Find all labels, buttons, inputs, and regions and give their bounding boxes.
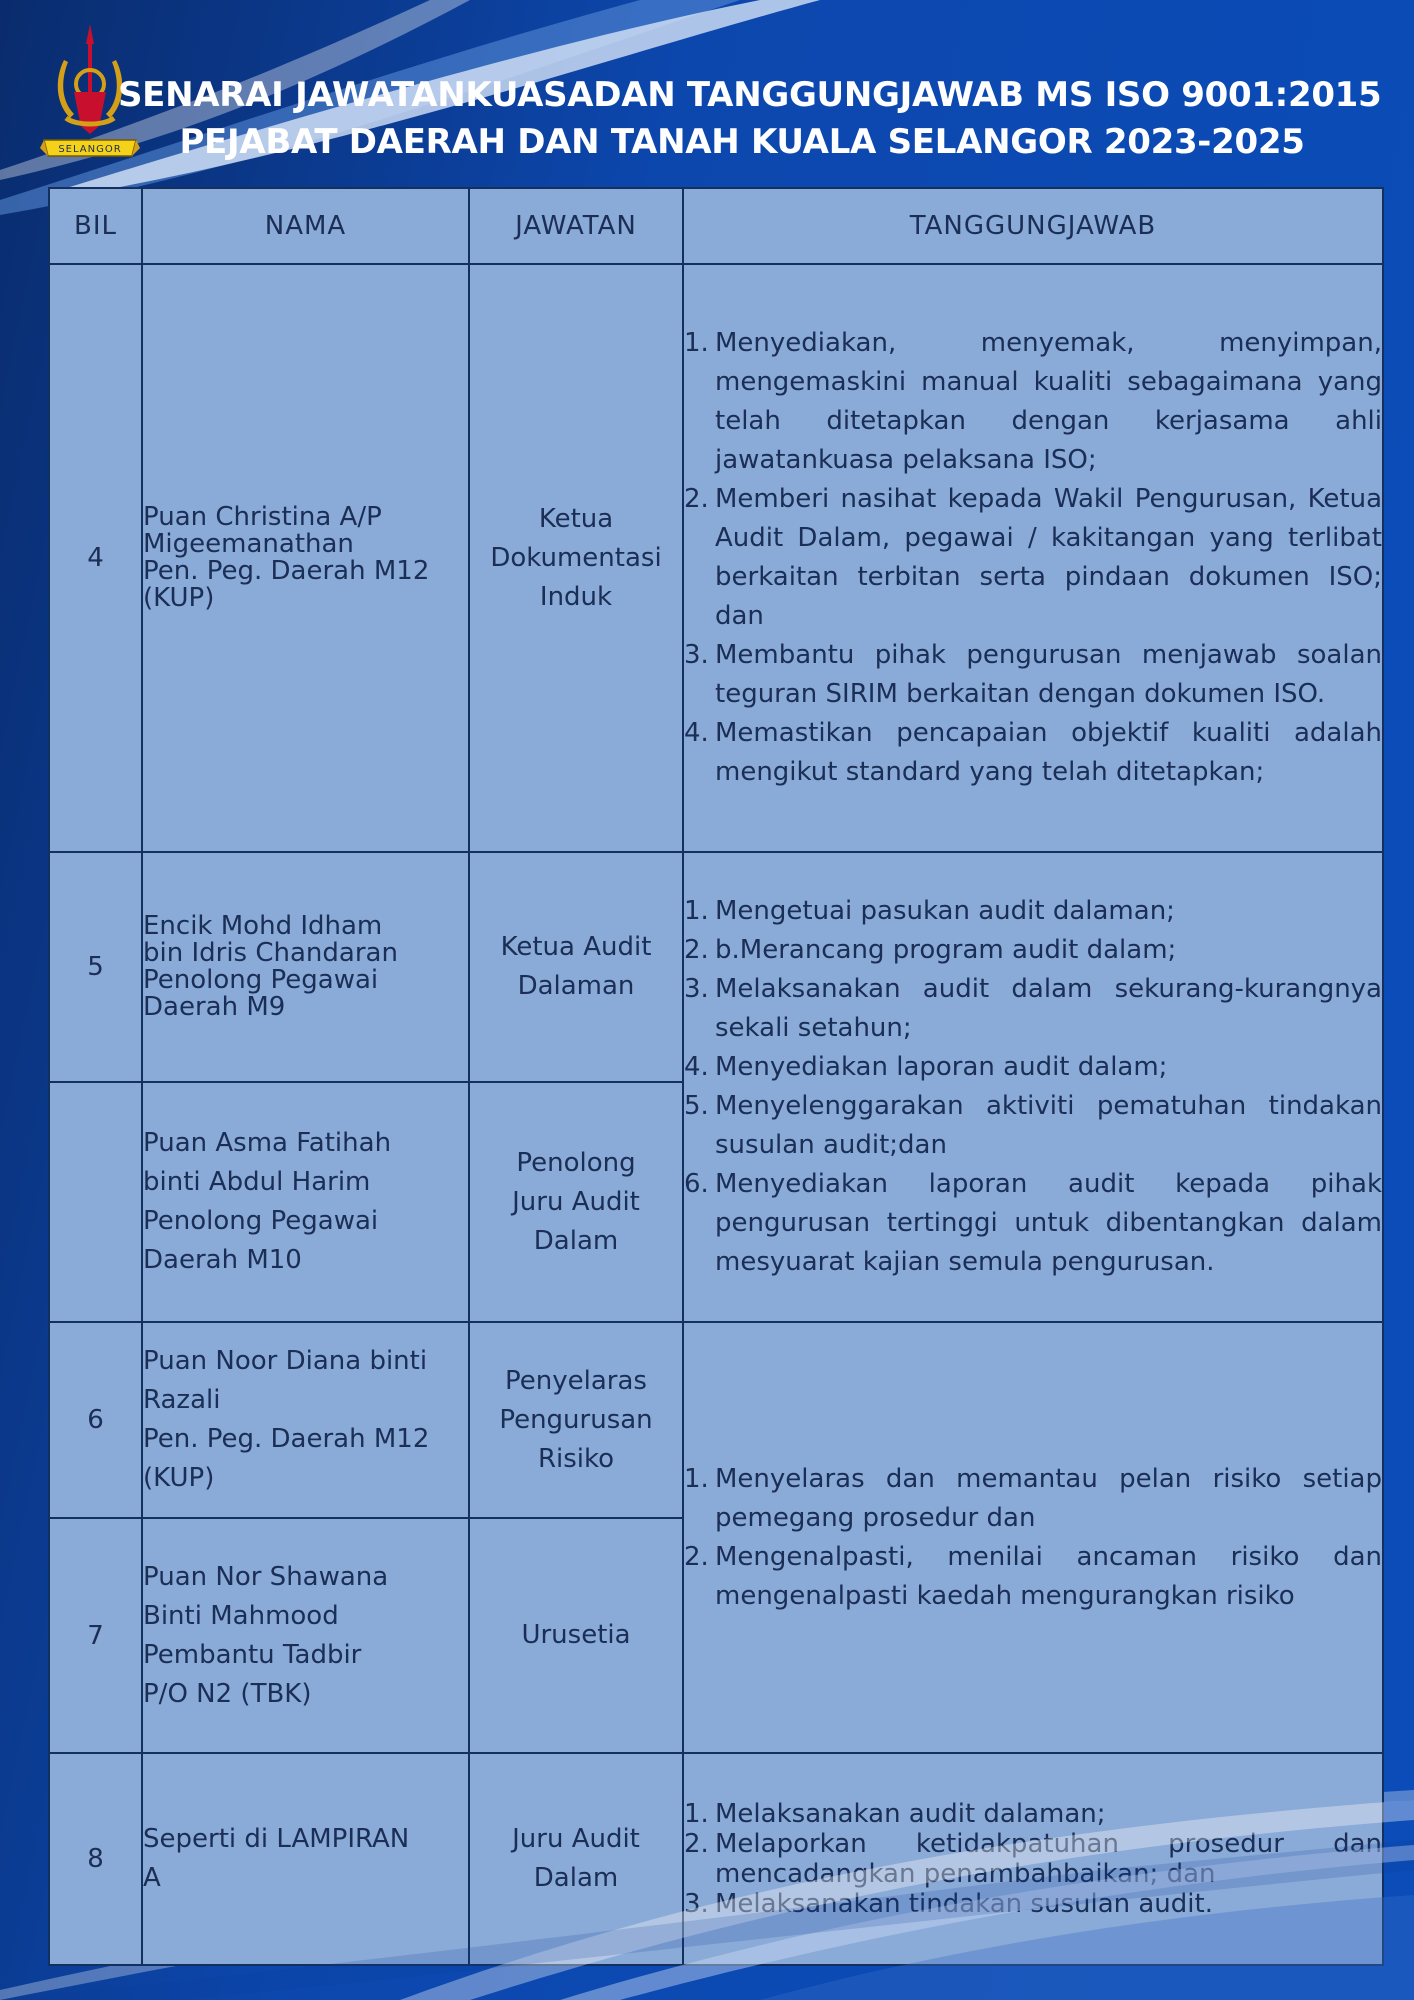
header-nama: NAMA	[142, 188, 469, 264]
jawatan-line: Pengurusan	[499, 1404, 653, 1435]
jawatan-line: Dalam	[533, 1863, 619, 1893]
nama-line: Penolong Pegawai	[143, 965, 379, 995]
responsibility-list	[684, 892, 1382, 1282]
list-item-text: Melaporkan ketidakpatuhan prosedur dan mencadangkan penambahbaikan; dan	[715, 1829, 1382, 1889]
list-item	[684, 714, 1382, 792]
jawatan-line: Risiko	[537, 1443, 615, 1474]
list-item	[684, 636, 1382, 714]
list-item	[684, 892, 1382, 931]
list-item	[684, 1799, 1382, 1829]
list-item	[684, 970, 1382, 1048]
list-item-text: Membantu pihak pengurusan menjawab soalan teguran SIRIM berkaitan dengan dokumen ISO.	[715, 640, 1382, 709]
committee-table	[48, 187, 1384, 1966]
cell-bil	[49, 1082, 142, 1322]
cell-nama	[142, 852, 469, 1082]
jawatan-line: Penyelaras	[505, 1365, 647, 1396]
list-item	[684, 931, 1382, 970]
nama-line: bin Idris Chandaran	[143, 938, 398, 968]
svg-text:SELANGOR: SELANGOR	[58, 144, 122, 155]
list-item-text: Memberi nasihat kepada Wakil Pengurusan, Ketua Audit Dalam, pegawai / kakitangan yang terlibat berkaitan terbitan serta pindaan dokumen ISO; dan	[715, 484, 1382, 631]
list-item-text: Menyediakan laporan audit dalam;	[715, 1052, 1168, 1082]
list-item	[684, 1538, 1382, 1616]
table-header-row	[49, 188, 1383, 264]
cell-bil: 5	[49, 852, 142, 1082]
list-item	[684, 480, 1382, 636]
table-row	[49, 1753, 1383, 1965]
list-item	[684, 1460, 1382, 1538]
list-number: 2.	[684, 484, 709, 514]
cell-jawatan	[469, 1518, 683, 1753]
nama-line: Pen. Peg. Daerah M12	[143, 1424, 430, 1454]
cell-tanggungjawab	[683, 1753, 1383, 1965]
list-number: 1.	[684, 1799, 709, 1829]
jawatan-line: Urusetia	[521, 1620, 631, 1650]
nama-line: Migeemanathan	[143, 529, 354, 559]
cell-nama	[142, 1753, 469, 1965]
list-item	[684, 324, 1382, 480]
table-row	[49, 264, 1383, 852]
list-number: 6.	[684, 1169, 709, 1199]
list-item-text: Memastikan pencapaian objektif kualiti adalah mengikut standard yang telah ditetapkan;	[715, 718, 1382, 787]
nama-line: Puan Nor Shawana	[143, 1561, 389, 1592]
list-item-text: Melaksanakan audit dalam sekurang-kurangnya sekali setahun;	[715, 974, 1382, 1043]
jawatan-line: Ketua Audit	[500, 932, 652, 962]
cell-tanggungjawab	[683, 264, 1383, 852]
jawatan-line: Induk	[539, 581, 613, 612]
list-item	[684, 1048, 1382, 1087]
list-number: 4.	[684, 718, 709, 748]
list-item-text: Menyediakan, menyemak, menyimpan, mengemaskini manual kualiti sebagaimana yang telah ditetapkan dengan kerjasama ahli jawatankuasa pelaksana ISO;	[715, 328, 1382, 475]
list-item-text: Menyediakan laporan audit kepada pihak pengurusan tertinggi untuk dibentangkan dalam mesyuarat kajian semula pengurusan.	[715, 1169, 1382, 1277]
cell-nama	[142, 1322, 469, 1518]
cell-nama	[142, 1082, 469, 1322]
list-item	[684, 1087, 1382, 1165]
cell-tanggungjawab	[683, 852, 1383, 1322]
nama-line: Pen. Peg. Daerah M12	[143, 556, 430, 586]
cell-jawatan	[469, 1322, 683, 1518]
cell-tanggungjawab	[683, 1322, 1383, 1753]
nama-line: Daerah M10	[143, 1245, 302, 1275]
cell-nama	[142, 264, 469, 852]
list-number: 1.	[684, 1463, 709, 1494]
nama-line: binti Abdul Harim	[143, 1167, 371, 1197]
list-number: 4.	[684, 1052, 709, 1082]
cell-bil: 4	[49, 264, 142, 852]
nama-line: Encik Mohd Idham	[143, 911, 383, 941]
nama-line: (KUP)	[143, 583, 215, 613]
list-number: 2.	[684, 1541, 709, 1572]
title-line-1: SENARAI JAWATANKUASADAN TANGGUNGJAWAB MS ISO 9001:2015	[118, 75, 1382, 115]
nama-line: Seperti di LAMPIRAN	[143, 1824, 410, 1854]
list-item	[684, 1165, 1382, 1282]
cell-jawatan	[469, 1082, 683, 1322]
nama-line: (KUP)	[143, 1463, 215, 1493]
nama-line: Pembantu Tadbir	[143, 1639, 362, 1670]
responsibility-list	[684, 1460, 1382, 1616]
jawatan-line: Juru Audit	[512, 1186, 640, 1217]
cell-jawatan	[469, 852, 683, 1082]
cell-jawatan	[469, 1753, 683, 1965]
list-number: 1.	[684, 896, 709, 926]
list-number: 3.	[684, 640, 709, 670]
nama-line: Puan Asma Fatihah	[143, 1128, 392, 1158]
jawatan-line: Ketua	[538, 503, 614, 534]
nama-line: Daerah M9	[143, 992, 286, 1022]
list-item-text: Mengetuai pasukan audit dalaman;	[715, 896, 1175, 926]
table-row	[49, 852, 1383, 1082]
list-item-text: Melaksanakan audit dalaman;	[715, 1799, 1106, 1829]
page-title	[118, 72, 1382, 166]
list-item-text: b.Merancang program audit dalam;	[715, 935, 1177, 965]
cell-nama	[142, 1518, 469, 1753]
header-jawatan: JAWATAN	[469, 188, 683, 264]
cell-bil: 7	[49, 1518, 142, 1753]
responsibility-list	[684, 324, 1382, 792]
cell-bil: 8	[49, 1753, 142, 1965]
list-number: 2.	[684, 935, 709, 965]
list-number: 3.	[684, 1889, 709, 1919]
nama-line: A	[143, 1863, 161, 1893]
nama-line: Puan Christina A/P	[143, 502, 382, 532]
list-number: 2.	[684, 1829, 709, 1859]
list-number: 1.	[684, 328, 709, 358]
list-item	[684, 1889, 1382, 1919]
header-bil: BIL	[49, 188, 142, 264]
list-number: 3.	[684, 974, 709, 1004]
cell-jawatan	[469, 264, 683, 852]
table-row	[49, 1322, 1383, 1518]
nama-line: P/O N2 (TBK)	[143, 1678, 312, 1709]
nama-line: Puan Noor Diana binti	[143, 1346, 428, 1376]
jawatan-line: Dokumentasi	[490, 542, 662, 573]
list-number: 5.	[684, 1091, 709, 1121]
title-line-2: PEJABAT DAERAH DAN TANAH KUALA SELANGOR 2023-2025	[179, 122, 1305, 162]
nama-line: Binti Mahmood	[143, 1600, 339, 1631]
list-item-text: Mengenalpasti, menilai ancaman risiko dan mengenalpasti kaedah mengurangkan risiko	[715, 1541, 1382, 1611]
header-tanggungjawab: TANGGUNGJAWAB	[683, 188, 1383, 264]
list-item-text: Menyelenggarakan aktiviti pematuhan tindakan susulan audit;dan	[715, 1091, 1382, 1160]
responsibility-list	[684, 1799, 1382, 1919]
list-item-text: Melaksanakan tindakan susulan audit.	[715, 1889, 1213, 1919]
nama-line: Penolong Pegawai	[143, 1206, 379, 1236]
list-item-text: Menyelaras dan memantau pelan risiko setiap pemegang prosedur dan	[715, 1463, 1382, 1533]
jawatan-line: Penolong	[516, 1147, 636, 1178]
jawatan-line: Juru Audit	[512, 1824, 640, 1854]
jawatan-line: Dalam	[533, 1225, 619, 1256]
nama-line: Razali	[143, 1385, 221, 1415]
cell-bil: 6	[49, 1322, 142, 1518]
jawatan-line: Dalaman	[517, 971, 635, 1001]
list-item	[684, 1829, 1382, 1889]
